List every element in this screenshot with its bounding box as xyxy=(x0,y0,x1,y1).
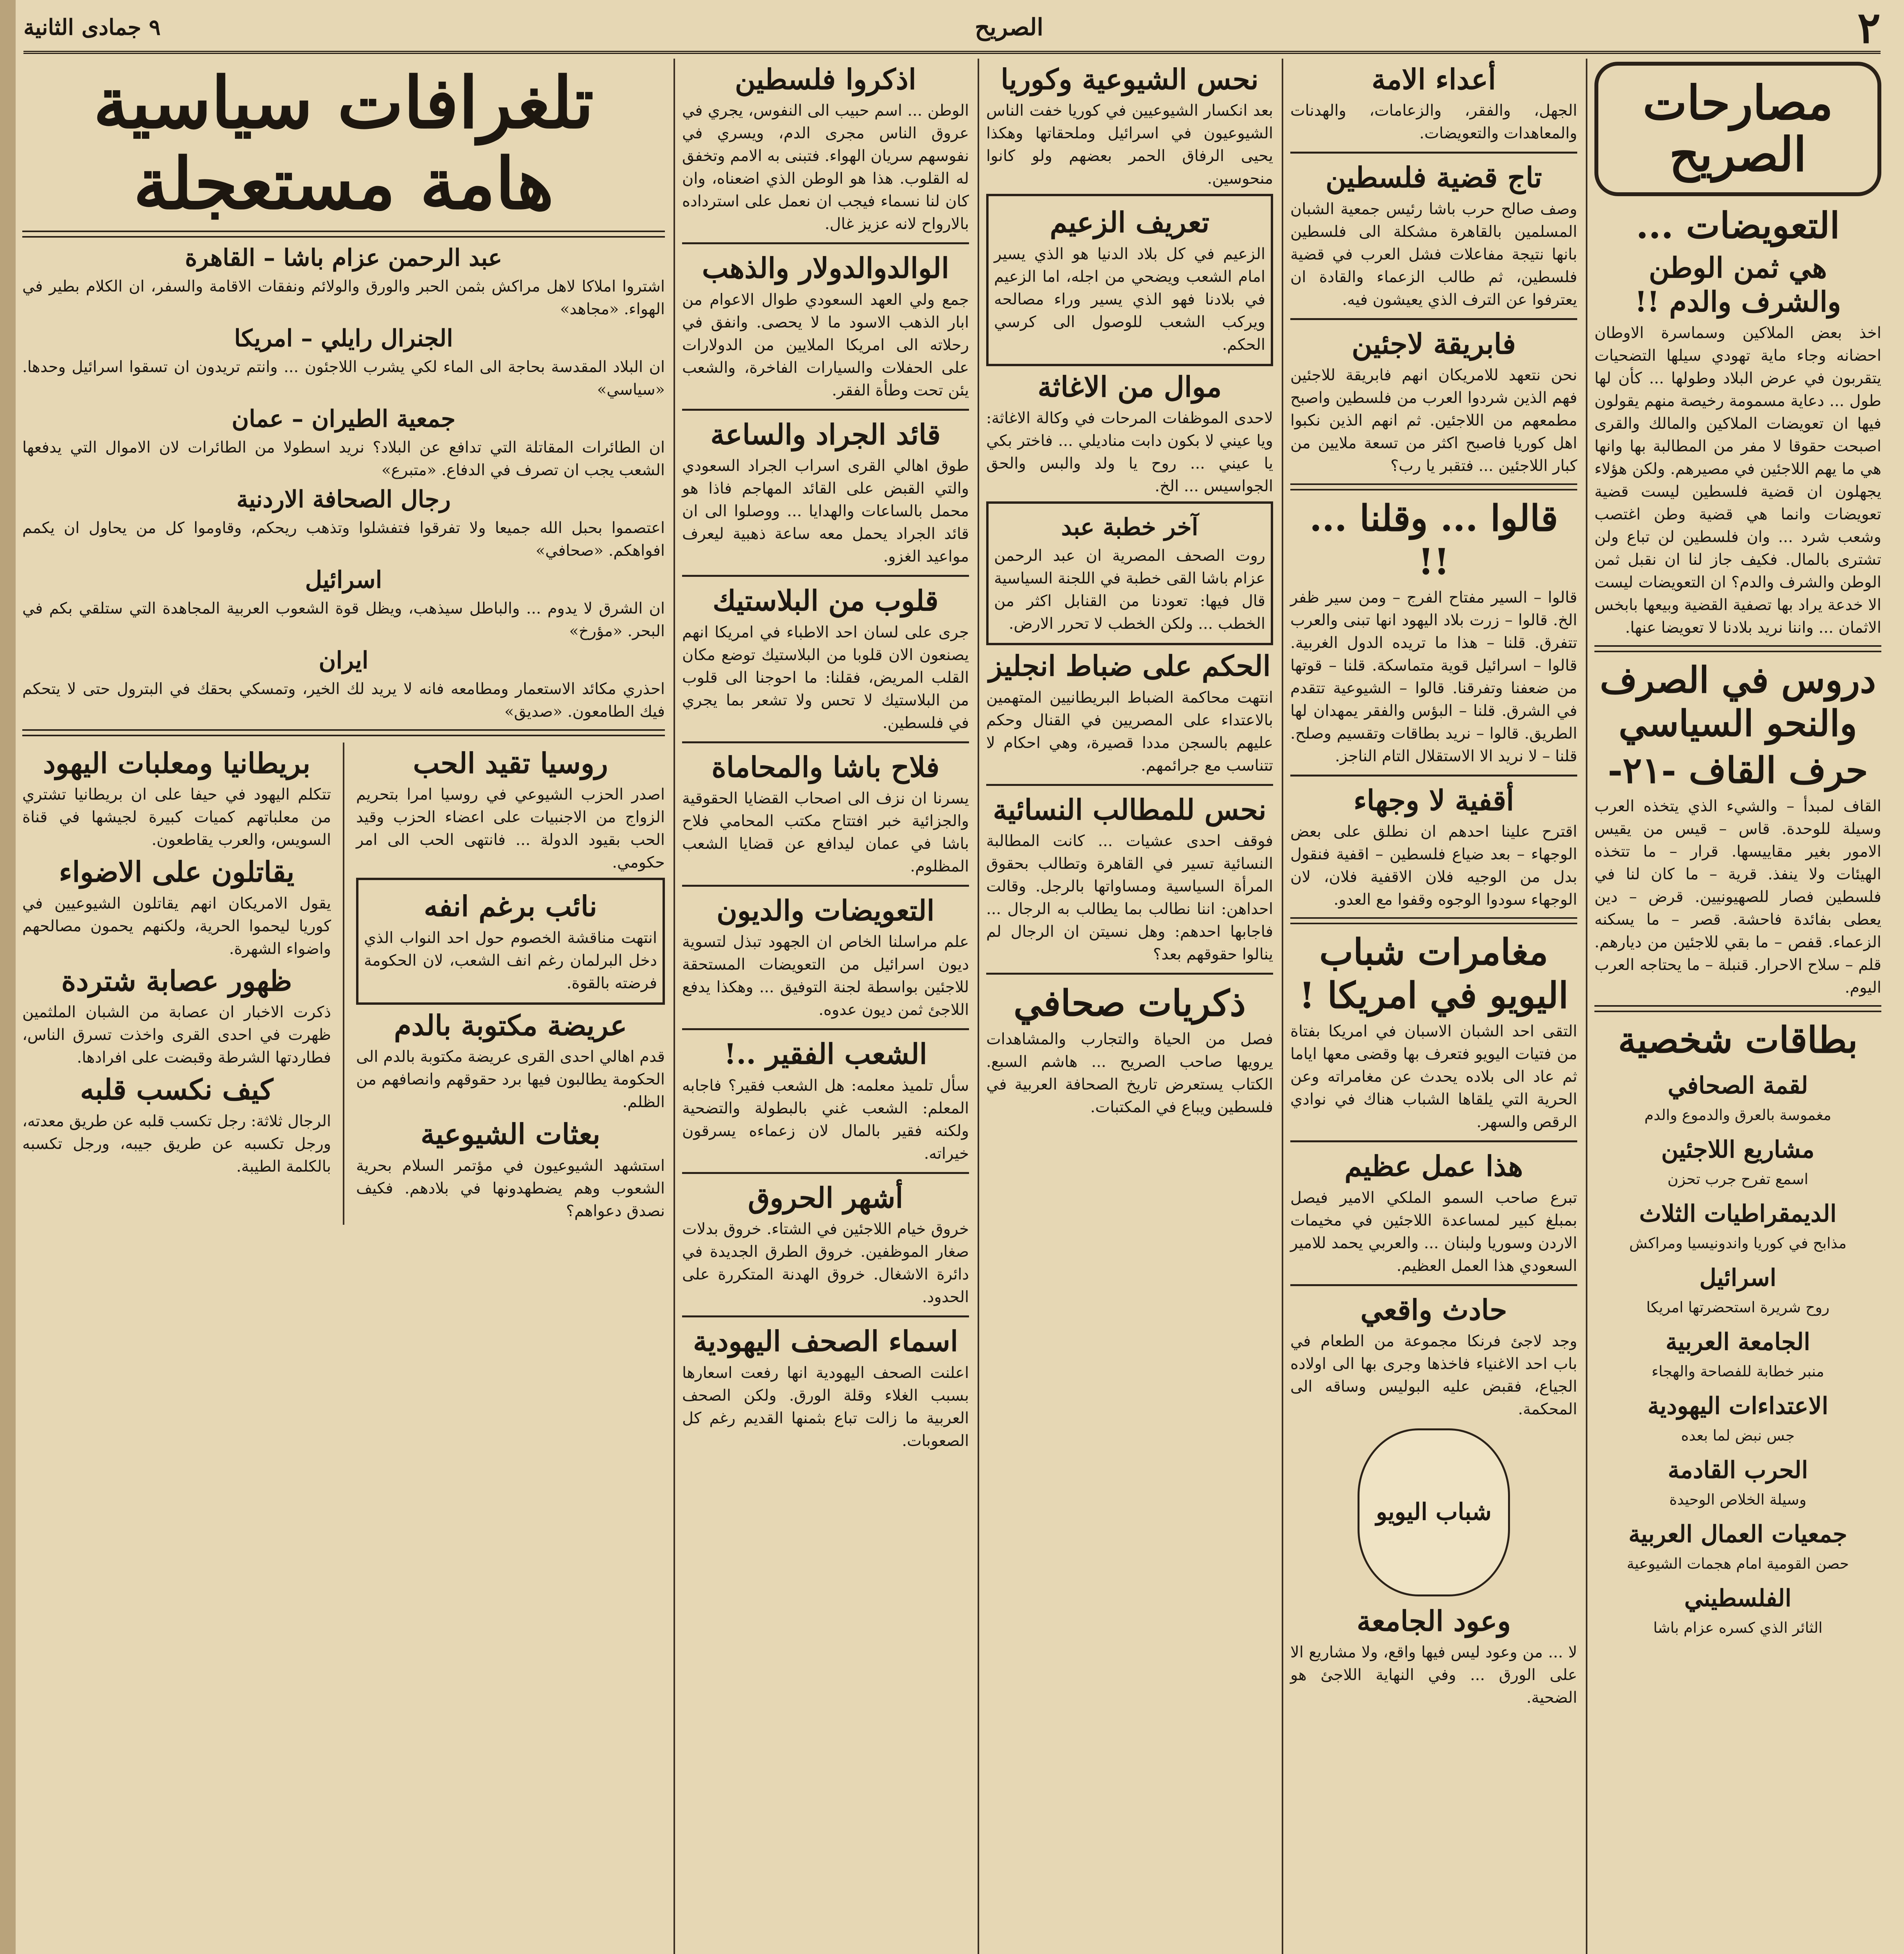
card-desc: مغموسة بالعرق والدموع والدم xyxy=(1644,1106,1832,1124)
telegrams-list xyxy=(22,244,665,723)
article-body: استشهد الشيوعيون في مؤتمر السلام بحرية الشعوب وهم يضطهدونها في بلادهم. فكيف نصدق دعواهم؟ xyxy=(356,1156,665,1220)
article-title: نحس للمطالب النسائية xyxy=(993,793,1266,826)
article-title: ظهور عصابة شتردة xyxy=(61,964,292,997)
article-body: روت الصحف المصرية ان عبد الرحمن عزام باشا القى خطبة في اللجنة السياسية قال فيها: تعودنا من القنابل اكثر من الخطب ... ولكن الخطب لا تحرر الارض. xyxy=(994,547,1265,633)
article-body: فوقف احدى عشيات ... كانت المطالبة النسائية تسير في القاهرة وتطالب بحقوق المرأة السياسية ومساواتها بالرجل. وقالت احداهن: اننا نطالب بما يطالب به الرجال ... فاجابها احدهم: وهل نسيتن ان الرجال لم ينالوا حقوقهم بعد؟ xyxy=(986,832,1274,963)
divider xyxy=(1290,775,1577,777)
article-body: انتهت مناقشة الخصوم حول احد النواب الذي دخل البرلمان رغم انف الشعب، لان الحكومة فرضته بالقوة. xyxy=(364,929,657,992)
telegram-head: ايران xyxy=(319,647,369,674)
telegram-body: ان الطائرات المقاتلة التي تدافع عن البلاد؟ نريد اسطولا من الطائرات لان الاموال التي يدفعها الشعب يجب ان تصرف في الدفاع. «متبرع» xyxy=(22,438,665,479)
card-name: الفلسطيني xyxy=(1684,1585,1792,1612)
article-title: أقفية لا وجهاء xyxy=(1353,783,1514,817)
article-title: قلوب من البلاستيك xyxy=(713,584,939,617)
divider xyxy=(986,973,1273,975)
article-title: الحكم على ضباط انجليز xyxy=(989,649,1271,683)
article-title: نحس الشيوعية وكوريا xyxy=(1001,63,1259,96)
card-desc: روح شريرة استحضرتها امريكا xyxy=(1646,1299,1830,1316)
article-body: وجد لاجئ فرنكا مجموعة من الطعام في باب احد الاغنياء فاخذها وجرى بها الى اولاده الجياع، فقبض عليه البوليس وساقه الى المحكمة. xyxy=(1290,1332,1577,1418)
article-body: تتكلم اليهود في حيفا على ان بريطانيا تشتري من معلباتهم كميات كبيرة لجيشها في قناة السويس، والعرب يقاطعون. xyxy=(22,786,331,849)
article-title: تعريف الزعيم xyxy=(1050,206,1210,239)
column-rule xyxy=(343,743,344,1225)
card-desc: منبر خطابة للفصاحة والهجاء xyxy=(1651,1363,1824,1380)
divider xyxy=(1290,483,1577,490)
article-title: التعويضات والديون xyxy=(716,893,935,927)
column-2 xyxy=(1283,59,1584,1954)
divider xyxy=(1290,917,1577,924)
article-body: القاف لمبدأ – والشيء الذي يتخذه العرب وسيلة للوحدة. قاس – قيس من يقيس الامور بغير مقاييسها. قرار – ما تتخذه الهيئات ولا ينفذ. قرية – ما كان لنا في فلسطين فصار للصهيونيين. قرض – دين يعطى بفائدة فاحشة. قصر – ما يسكنه الزعماء. قفص – ما بقي للاجئين من ديارهم. قلم – سلاح الاحرار. قنبلة – ما يحتاجه العرب اليوم. xyxy=(1594,797,1881,997)
article-body: لاحدى الموظفات المرحات في وكالة الاغاثة: ويا عيني لا بكون دابت مناديلي ... فاختر بكي يا عيني ... روح يا ولد والبس والحق الجواسيس ... الخ. xyxy=(986,409,1273,496)
article-body: قالوا – السير مفتاح الفرج – ومن سير ظفر الخ. قالوا – زرت بلاد اليهود انها تبنى والعرب تتفرق. قلنا – هذا ما تريده الدول الغربية. قالوا – اسرائيل قوية متماسكة. قلنا – قوتها من ضعفنا وتفرقنا. قالوا – الشيوعية تتقدم في الشرق. قلنا – البؤس والفقر يمهدان لها الطريق. قالوا – نريد بطاقات وتقسيم وصلح. قلنا – لا نريد الا الاستقلال التام الناجز. xyxy=(1290,588,1577,765)
boxed-article xyxy=(986,194,1273,366)
article-body: علم مراسلنا الخاص ان الجهود تبذل لتسوية ديون اسرائيل من التعويضات المستحقة للاجئين بواسطة لجنة التوفيق ... وهكذا يدفع اللاجئ ثمن ديون عدوه. xyxy=(682,933,969,1019)
article-body: الجهل، والفقر، والزعامات، والهدنات والمعاهدات والتعويضات. xyxy=(1290,102,1577,143)
article-title: عريضة مكتوبة بالدم xyxy=(394,1008,627,1042)
article-body: انتهت محاكمة الضباط البريطانيين المتهمين بالاعتداء على المصريين في القنال وحكم عليهم بالسجن مددا قصيرة، وهي احكام لا تتناسب مع جرائمهم. xyxy=(986,688,1273,775)
article-body: طوق اهالي القرى اسراب الجراد السعودي والتي القبض على القائد المهاجم فاذا هو محمل بالساعات والهدايا ... ووصلوا الى ان قائد الجراد يحمل معه ساعة ذهبية ليعرف مواعيد الغزو. xyxy=(682,457,969,566)
cards-title: بطاقات شخصية xyxy=(1618,1019,1858,1061)
column-3 xyxy=(979,59,1280,1954)
divider xyxy=(682,741,969,743)
telegram-body: احذري مكائد الاستعمار ومطامعه فانه لا يريد لك الخير، وتمسكي بحقك في البترول حتى لا يتحكم فيك الطامعون. «صديق» xyxy=(22,680,665,721)
lower-subcolumns xyxy=(22,743,665,1225)
column-1 xyxy=(1587,59,1888,1954)
article-body: نحن نتعهد للامريكان انهم فابريقة للاجئين فهم الذين شردوا العرب من فلسطين واصبح مطمعهم من اللاجئين. ثم انهم الذين نكبوا اهل كوريا فاصبح اكثر من تسعة ملايين من كبار اللاجئين ... فتقبر يا رب؟ xyxy=(1290,366,1577,475)
card-desc: الثائر الذي كسره عزام باشا xyxy=(1653,1619,1823,1637)
article-title: ذكريات صحافي xyxy=(1013,982,1246,1024)
column-rule xyxy=(673,59,675,1954)
article-title: اذكروا فلسطين xyxy=(735,63,916,96)
card-name: الديمقراطيات الثلاث xyxy=(1639,1200,1837,1228)
divider xyxy=(986,784,1273,786)
card-name: الاعتداءات اليهودية xyxy=(1647,1392,1829,1420)
article-title: التعويضات ... xyxy=(1636,204,1840,247)
cartoon-illustration xyxy=(1358,1428,1510,1596)
article-title: مغامرات شباب اليويو في امريكا ! xyxy=(1299,931,1569,1016)
article-body: يقول الامريكان انهم يقاتلون الشيوعيين في كوريا ليحموا الحرية، ولكنهم يحمون مصالحهم واضواء الشهرة. xyxy=(22,894,331,958)
article-title: وعود الجامعة xyxy=(1356,1604,1511,1637)
article-title: قائد الجراد والساعة xyxy=(710,417,941,451)
boxed-article xyxy=(356,878,665,1004)
article-title: هذا عمل عظيم xyxy=(1344,1149,1523,1183)
article-body: وصف صالح حرب باشا رئيس جمعية الشبان المسلمين بالقاهرة مشكلة الى فلسطين بانها نتيجة مفاعلات فشل العرب في قضية فلسطين، ثم طالب الزعماء والقادة ان يعترفوا عن الترف الذي يعيشون فيه. xyxy=(1290,200,1577,309)
article-body: يسرنا ان نزف الى اصحاب القضايا الحقوقية والجزائية خبر افتتاح مكتب المحامي فلاح باشا في عمان ليدافع عن قضايا الشعب المظلوم. xyxy=(682,789,969,875)
telegram-body: اعتصموا بحبل الله جميعا ولا تفرقوا فتفشلوا وتذهب ريحكم، وقاوموا كل من يحاول ان يكمم افواهكم. «صحافي» xyxy=(22,519,665,560)
article-body: ذكرت الاخبار ان عصابة من الشبان الملثمين ظهرت في احدى القرى واخذت تسرق الناس، فطاردتها الشرطة وقبضت على افرادها. xyxy=(22,1003,331,1067)
divider xyxy=(1290,152,1577,154)
article-title: الشعب الفقير ..! xyxy=(724,1037,927,1071)
article-title: أشهر الحروق xyxy=(748,1181,903,1214)
page-header xyxy=(23,4,1881,54)
card-name: الجامعة العربية xyxy=(1665,1328,1811,1356)
article-title: فلاح باشا والمحاماة xyxy=(711,750,940,784)
divider xyxy=(682,1028,969,1030)
card-name: جمعيات العمال العربية xyxy=(1628,1521,1847,1548)
card-desc: حصن القومية امام هجمات الشيوعية xyxy=(1626,1555,1849,1573)
article-body: الرجال ثلاثة: رجل تكسب قلبه عن طريق معدته، ورجل تكسبه عن طريق جيبه، ورجل تكسبه بالكلمة الطيبة. xyxy=(22,1112,331,1176)
article-title: موال من الاغاثة xyxy=(1037,370,1222,403)
article-title: بعثات الشيوعية xyxy=(421,1117,600,1151)
article-body: جرى على لسان احد الاطباء في امريكا انهم يصنعون الان قلوبا من البلاستيك توضع مكان القلب المريض، فقلنا: ما احوجنا الى قلوب من البلاستيك لا تحس ولا تشعر بما يجري في فلسطين. xyxy=(682,623,969,732)
page-spine xyxy=(0,0,16,1954)
card-name: اسرائيل xyxy=(1699,1264,1777,1292)
telegram-head: رجال الصحافة الاردنية xyxy=(236,486,451,513)
article-body: خروق خيام اللاجئين في الشتاء. خروق بدلات صغار الموظفين. خروق الطرق الجديدة في دائرة الاشغال. خروق الهدنة المتكررة على الحدود. xyxy=(682,1220,969,1306)
divider xyxy=(22,231,665,238)
article-body: سأل تلميذ معلمه: هل الشعب فقير؟ فاجابه المعلم: الشعب غني بالبطولة والتضحية ولكنه فقير بالمال لان زعماءه يسرقون خيراته. xyxy=(682,1076,969,1163)
column-rule xyxy=(1282,59,1283,1954)
divider xyxy=(682,575,969,577)
article-title: نائب برغم انفه xyxy=(424,889,597,923)
telegram-body: اشتروا املاكا لاهل مراكش بثمن الحبر والورق والولائم ونفقات الاقامة والسفر، ان الكلام بطير في الهواء. «مجاهد» xyxy=(22,277,665,318)
page-number: ٢ xyxy=(1857,2,1881,53)
article-title: حادث واقعي xyxy=(1360,1293,1507,1326)
column-5 xyxy=(15,59,672,1954)
card-desc: جس نبض لما بعده xyxy=(1681,1427,1795,1444)
column-rule xyxy=(978,59,979,1954)
divider xyxy=(682,242,969,244)
article-title: تاج قضية فلسطين xyxy=(1325,161,1542,194)
article-body: اقترح علينا احدهم ان نطلق على بعض الوجهاء – بعد ضياع فلسطين – اقفية فنقول بدل من الوجيه فلان الاقفية فلان، لان الوجهاء سودوا الوجوه وقفوا مع العدو. xyxy=(1290,823,1577,909)
article-body: بعد انكسار الشيوعيين في كوريا خفت الناس الشيوعيون في اسرائيل وملحقاتها وهكذا يحيى الرفاق الحمر بعضهم ولو كانوا منحوسين. xyxy=(986,102,1273,188)
card-desc: وسيلة الخلاص الوحيدة xyxy=(1669,1491,1807,1508)
cartoon-label: شباب اليويو xyxy=(1376,1498,1492,1526)
card-desc: اسمع تفرح جرب تحزن xyxy=(1667,1170,1809,1188)
article-body: اصدر الحزب الشيوعي في روسيا امرا بتحريم الزواج من الاجنبيات على اعضاء الحزب وقيد الحب بقيود الدولة ... فانتهى الحب الى امر حكومي. xyxy=(356,786,665,872)
telegrams-headline: تلغرافات سياسية هامة مستعجلة xyxy=(93,62,594,225)
column-masthead-box: مصارحات الصريح xyxy=(1594,62,1881,196)
card-name: لقمة الصحافي xyxy=(1668,1072,1808,1099)
column-rule xyxy=(1586,59,1587,1954)
divider xyxy=(682,409,969,411)
divider xyxy=(1290,1284,1577,1286)
article-body: الزعيم في كل بلاد الدنيا هو الذي يسير امام الشعب ويضحي من اجله، اما الزعيم في بلادنا فهو الذي يسير وراء مصالحه ويركب الشعب للوصول الى كرسي الحكم. xyxy=(994,245,1265,354)
article-title: دروس في الصرف والنحو السياسي xyxy=(1600,659,1876,744)
article-title: بريطانيا ومعلبات اليهود xyxy=(43,746,311,780)
subcolumn-left xyxy=(22,743,331,1225)
cards-list xyxy=(1594,1069,1881,1639)
article-subtitle: هي ثمن الوطن والشرف والدم !! xyxy=(1635,251,1841,318)
article-title: آخر خطبة عبد xyxy=(1061,514,1198,541)
article-title: قالوا ... وقلنا ... !! xyxy=(1309,497,1558,583)
article-title: روسيا تقيد الحب xyxy=(413,746,608,780)
telegram-head: عبد الرحمن عزام باشا – القاهرة xyxy=(185,244,502,272)
article-body: اعلنت الصحف اليهودية انها رفعت اسعارها بسبب الغلاء وقلة الورق. ولكن الصحف العربية ما زالت تباع بثمنها القديم رغم كل الصعوبات. xyxy=(682,1364,969,1450)
divider xyxy=(1290,318,1577,320)
boxed-article xyxy=(986,501,1273,645)
column-4 xyxy=(675,59,976,1954)
divider xyxy=(22,729,665,736)
divider xyxy=(682,1172,969,1174)
telegram-body: ان البلاد المقدسة بحاجة الى الماء لكي يشرب اللاجئون ... وانتم تريدون ان تسقوا اسرائيل وحدها. «سياسي» xyxy=(22,358,665,399)
article-title: فابريقة لاجئين xyxy=(1351,327,1516,360)
article-body: الوطن ... اسم حبيب الى النفوس، يجري في عروق الناس مجرى الدم، ويسري في نفوسهم سريان الهواء. فتبنى به الامم وتخفق له القلوب. هذا هو الوطن الذي اضعناه، وان كان لنا نسماء فيجب ان نعمل على استرداده بالارواح لانه عزيز غال. xyxy=(682,102,969,233)
article-title: يقاتلون على الاضواء xyxy=(59,855,295,889)
telegram-head: اسرائيل xyxy=(305,566,382,594)
article-title: اسماء الصحف اليهودية xyxy=(693,1324,958,1358)
divider xyxy=(1290,1140,1577,1142)
divider xyxy=(682,1315,969,1317)
masthead-name: الصريح xyxy=(974,14,1044,41)
subcolumn-right xyxy=(356,743,665,1225)
article-title: أعداء الامة xyxy=(1372,63,1496,96)
divider xyxy=(682,885,969,887)
telegram-head: الجنرال رايلي – امريكا xyxy=(234,325,453,352)
article-body: تبرع صاحب السمو الملكي الامير فيصل بمبلغ كبير لمساعدة اللاجئين في مخيمات الاردن وسوريا ولبنان ... والعربي يحمد للامير السعودي هذا العمل العظيم. xyxy=(1290,1188,1577,1275)
divider xyxy=(1594,1005,1881,1012)
telegram-head: جمعية الطيران – عمان xyxy=(231,405,456,433)
article-body: فصل من الحياة والتجارب والمشاهدات يرويها صاحب الصريح ... هاشم السبع. الكتاب يستعرض تاريخ الصحافة العربية في فلسطين ويباع في المكتبات. xyxy=(986,1030,1273,1117)
card-name: الحرب القادمة xyxy=(1668,1457,1808,1484)
telegram-body: ان الشرق لا يدوم ... والباطل سيذهب، ويظل قوة الشعوب العربية المجاهدة التي ستلقي بكم في البحر. «مؤرخ» xyxy=(22,599,665,640)
card-desc: مذابح في كوريا واندونيسيا ومراكش xyxy=(1629,1234,1847,1252)
article-subtitle: حرف القاف -٢١- xyxy=(1608,749,1868,791)
article-body: لا ... من وعود ليس فيها واقع، ولا مشاريع الا على الورق ... وفي النهاية اللاجئ هو الضحية. xyxy=(1290,1643,1577,1707)
article-body: جمع ولي العهد السعودي طوال الاعوام من ابار الذهب الاسود ما لا يحصى. وانفق في رحلاته الى امريكا الملايين من الدولارات على الحفلات والسيارات الفاخرة، والشعب يئن تحت وطأة الفقر. xyxy=(682,290,969,399)
card-name: مشاريع اللاجئين xyxy=(1661,1136,1815,1163)
article-title: كيف نكسب قلبه xyxy=(80,1073,273,1106)
issue-date: ٩ جمادى الثانية xyxy=(23,14,161,40)
article-body: اخذ بعض الملاكين وسماسرة الاوطان احضانه وجاء ماية تهودي سيلها التضحيات يتقربون في عرض البلاد وطولها ... كأن لها طول ... دعاية مسمومة رخيصة منهم يقولون فيها ان تعويضات الملاكين والمالك والقرى اصبحت حقوقا لا مفر من المطالبة بها وانها هي ما يهم اللاجئين في مصيرهم. ولكن هؤلاء يجهلون ان قضية فلسطين ليست قضية تعويضات وانما هي قضية وطن اغتصب وشعب شرد ... وان فلسطين لن تباع ولن تشترى بالمال. فكيف جاز لنا ان نقبل ثمن الوطن والشرف والدم؟ ان التعويضات ليست الا خدعة يراد بها تصفية القضية وبيعها بابخس الاثمان ... واننا نريد بلادنا لا تعويضا عنها. xyxy=(1594,324,1881,637)
article-body: قدم اهالي احدى القرى عريضة مكتوبة بالدم الى الحكومة يطالبون فيها برد حقوقهم وانصافهم من الظلم. xyxy=(356,1048,665,1111)
article-body: التقى احد الشبان الاسبان في امريكا بفتاة من فتيات اليويو فتعرف بها وقضى معها اياما ثم عاد الى بلاده يحدث عن مغامراته وعن الحرية التي يلقاها الشباب هناك في نوادي الرقص والسهر. xyxy=(1290,1022,1577,1131)
divider xyxy=(1594,645,1881,652)
article-title: الوالدوالدولار والذهب xyxy=(702,251,949,285)
